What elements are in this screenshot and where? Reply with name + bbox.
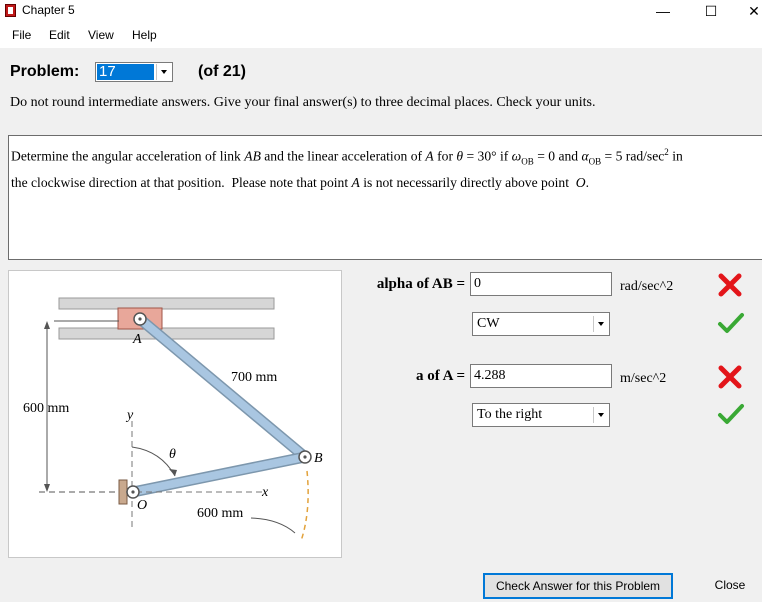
b-path-arc [301, 471, 308, 541]
link-ab [140, 319, 305, 457]
menu-help[interactable]: Help [132, 28, 157, 42]
title-bar [0, 0, 762, 22]
question-text: Determine the angular acceleration of link AB and the linear acceleration of A for θ = 30° if $\omega_{OB} = 0$ and $\alpha_{OB} = 5$ rad/$\sec^2$ in the clockwise direction at that position. Please note that point A is not necessarily directly above point O. [11, 147, 683, 191]
problem-count: (of 21) [198, 63, 246, 80]
minimize-button[interactable]: — [656, 3, 670, 19]
chevron-down-icon[interactable] [593, 316, 608, 332]
dimension-arrow-up [44, 321, 50, 329]
label-b: B [314, 451, 323, 466]
problem-number-select[interactable] [95, 62, 173, 82]
upper-rail [59, 298, 274, 309]
alpha-direction-value: CW [477, 316, 500, 331]
dim-ob-label: 600 mm [197, 506, 244, 521]
incorrect-x-icon [717, 364, 743, 395]
pin-a-center [138, 317, 141, 320]
mechanism-figure [8, 270, 342, 558]
app-book-icon [5, 4, 16, 17]
accel-a-input[interactable]: 4.288 [470, 364, 612, 388]
problem-number-value: 17 [97, 64, 154, 80]
label-y: y [127, 408, 134, 423]
alpha-ab-label: alpha of AB = [376, 276, 465, 292]
question-box [8, 135, 762, 260]
maximize-button[interactable]: ☐ [704, 3, 718, 19]
menu-file[interactable]: File [12, 28, 32, 42]
accel-direction-value: To the right [477, 407, 543, 422]
accel-direction-select[interactable] [472, 403, 610, 427]
correct-check-icon [717, 311, 745, 340]
label-a: A [133, 332, 142, 347]
problem-label: Problem: [10, 63, 80, 80]
label-theta: θ [169, 447, 176, 462]
chevron-down-icon[interactable] [156, 64, 171, 80]
close-button[interactable]: Close [714, 578, 746, 592]
theta-arrow [169, 469, 177, 476]
menu-view[interactable]: View [88, 28, 114, 42]
label-x: x [262, 485, 269, 500]
close-window-button[interactable]: ✕ [748, 3, 760, 19]
ground-support [119, 480, 127, 504]
window-title: Chapter 5 [22, 3, 75, 17]
menu-bar [0, 22, 762, 48]
alpha-ab-input[interactable]: 0 [470, 272, 612, 296]
label-o: O [137, 498, 148, 513]
check-answer-button[interactable]: Check Answer for this Problem [483, 573, 673, 599]
mechanism-diagram [9, 271, 343, 559]
alpha-direction-select[interactable] [472, 312, 610, 336]
accel-a-label: a of A = [416, 368, 465, 384]
pin-o-center [131, 490, 134, 493]
ob-dimension-leader [251, 518, 295, 533]
dim-vertical-label: 600 mm [23, 401, 70, 416]
incorrect-x-icon [717, 272, 743, 303]
chevron-down-icon[interactable] [593, 407, 608, 423]
dim-ab-label: 700 mm [231, 370, 278, 385]
link-ob [133, 457, 305, 492]
accel-a-unit: m/sec^2 [620, 371, 667, 386]
dimension-arrow-down [44, 484, 50, 492]
instructions-text: Do not round intermediate answers. Give your final answer(s) to three decimal places. Check your units. [10, 95, 596, 110]
correct-check-icon [717, 402, 745, 431]
menu-edit[interactable]: Edit [49, 28, 70, 42]
pin-b-center [303, 455, 306, 458]
alpha-ab-unit: rad/sec^2 [620, 279, 674, 294]
